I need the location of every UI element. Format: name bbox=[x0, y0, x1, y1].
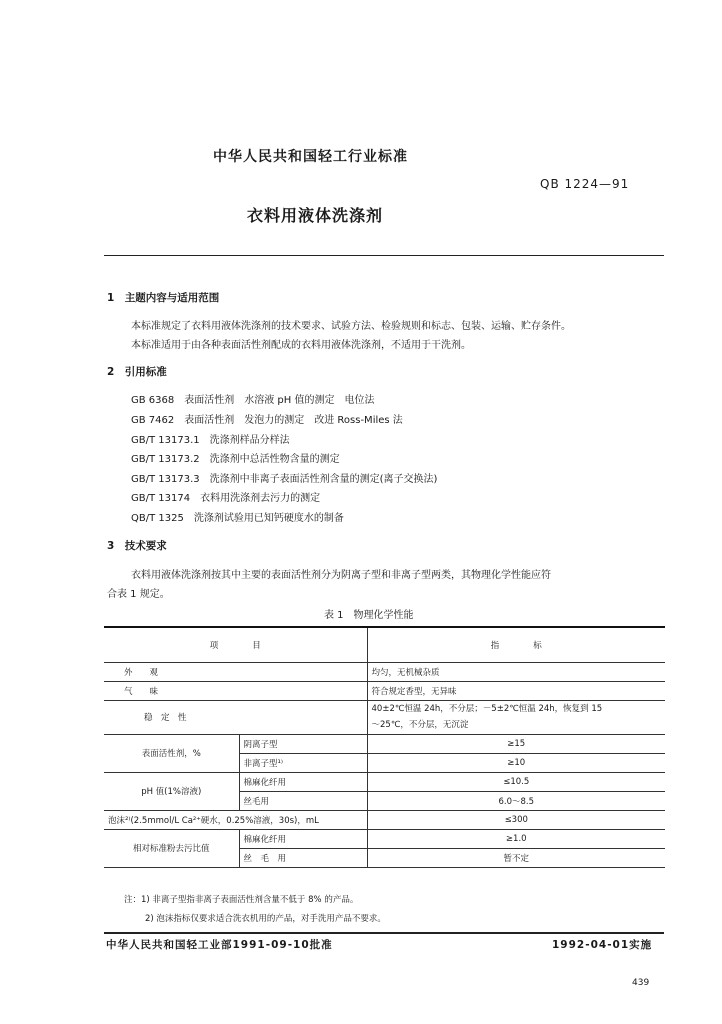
row-ph-label: pH 值(1%溶液) bbox=[104, 772, 239, 810]
reference-item: GB/T 13174 衣料用洗涤剂去污力的测定 bbox=[131, 493, 321, 504]
document-title: 衣料用液体洗涤剂 bbox=[247, 206, 384, 225]
row-ph-wool-label: 丝毛用 bbox=[239, 791, 367, 810]
reference-item: QB/T 1325 洗涤剂试验用已知钙硬度水的制备 bbox=[131, 513, 344, 524]
row-nonionic-label: 非离子型¹⁾ bbox=[239, 753, 367, 772]
row-stability-label: 稳 定 性 bbox=[104, 700, 367, 734]
row-anionic-label: 阴离子型 bbox=[239, 734, 367, 753]
footer-divider bbox=[104, 932, 664, 934]
section-1-para-2: 本标准适用于由各种表面活性剂配成的衣料用液体洗涤剂，不适用于干洗剂。 bbox=[131, 340, 471, 351]
table-caption: 表 1 物理化学性能 bbox=[324, 610, 414, 621]
row-odor-value: 符合规定香型，无异味 bbox=[367, 681, 665, 700]
row-surfactant-label: 表面活性剂，% bbox=[104, 734, 239, 772]
reference-item: GB 7462 表面活性剂 发泡力的测定 改进 Ross-Miles 法 bbox=[131, 415, 403, 426]
row-stability-value bbox=[367, 700, 665, 734]
row-anionic-value: ≥15 bbox=[367, 734, 665, 753]
issuing-authority-title: 中华人民共和国轻工行业标准 bbox=[213, 149, 408, 165]
row-foam-value: ≤300 bbox=[367, 810, 665, 829]
section-3-para-1: 衣料用液体洗涤剂按其中主要的表面活性剂分为阴离子型和非离子型两类，其物理化学性能应符 bbox=[131, 570, 551, 581]
row-detergency-label: 相对标准粉去污比值 bbox=[104, 829, 239, 867]
physicochemical-table bbox=[104, 626, 665, 868]
row-ph-wool-value: 6.0～8.5 bbox=[367, 791, 665, 810]
reference-item: GB/T 13173.3 洗涤剂中非离子表面活性剂含量的测定(离子交换法) bbox=[131, 474, 438, 485]
row-det-cotton-value: ≥1.0 bbox=[367, 829, 665, 848]
section-1-para-1: 本标准规定了衣料用液体洗涤剂的技术要求、试验方法、检验规则和标志、包装、运输、贮存条件。 bbox=[131, 321, 571, 332]
stability-line-1: 40±2℃恒温 24h，不分层；－5±2℃恒温 24h，恢复到 15 bbox=[371, 704, 603, 714]
row-appearance-value: 均匀，无机械杂质 bbox=[367, 662, 665, 681]
row-nonionic-value: ≥10 bbox=[367, 753, 665, 772]
header-divider bbox=[104, 255, 664, 256]
reference-item: GB/T 13173.1 洗涤剂样品分样法 bbox=[131, 435, 290, 446]
row-det-cotton-label: 棉麻化纤用 bbox=[239, 829, 367, 848]
row-ph-cotton-label: 棉麻化纤用 bbox=[239, 772, 367, 791]
table-note-1: 注：1) 非离子型指非离子表面活性剂含量不低于 8% 的产品。 bbox=[124, 895, 359, 905]
section-2-heading: 2 引用标准 bbox=[107, 366, 167, 378]
section-1-heading: 1 主题内容与适用范围 bbox=[107, 292, 220, 304]
row-ph-cotton-value: ≤10.5 bbox=[367, 772, 665, 791]
row-det-wool-value: 暂不定 bbox=[367, 848, 665, 867]
effective-date: 1992-04-01实施 bbox=[552, 939, 653, 951]
section-3-heading: 3 技术要求 bbox=[107, 540, 167, 552]
standard-code: QB 1224—91 bbox=[540, 177, 630, 191]
reference-item: GB/T 13173.2 洗涤剂中总活性物含量的测定 bbox=[131, 454, 340, 465]
stability-line-2: ～25℃，不分层，无沉淀 bbox=[371, 720, 469, 730]
section-3-para-2: 合表 1 规定。 bbox=[107, 589, 170, 600]
row-odor-label: 气 味 bbox=[104, 681, 367, 700]
table-header-index: 指 标 bbox=[367, 627, 665, 662]
row-foam-label: 泡沫²⁾(2.5mmol/L Ca²⁺硬水，0.25%溶液，30s)，mL bbox=[104, 810, 367, 829]
row-appearance-label: 外 观 bbox=[104, 662, 367, 681]
table-header-item: 项 目 bbox=[104, 627, 367, 662]
reference-item: GB 6368 表面活性剂 水溶液 pH 值的测定 电位法 bbox=[131, 395, 375, 406]
table-note-2: 2) 泡沫指标仅要求适合洗衣机用的产品，对手洗用产品不要求。 bbox=[145, 914, 386, 924]
row-det-wool-label: 丝 毛 用 bbox=[239, 848, 367, 867]
page-number: 439 bbox=[632, 978, 650, 988]
approval-line: 中华人民共和国轻工业部1991-09-10批准 bbox=[106, 939, 333, 951]
